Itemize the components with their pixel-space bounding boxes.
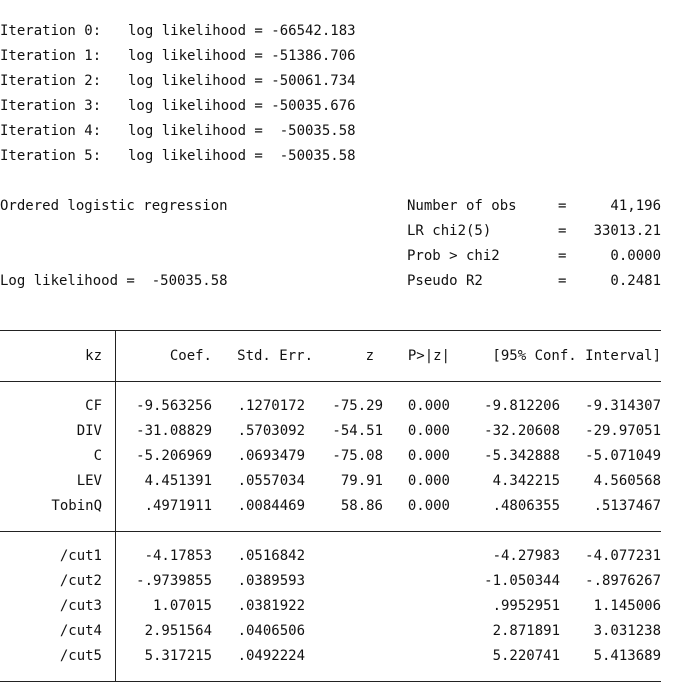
table-cut-rule: [0, 531, 661, 532]
header-z: z: [365, 348, 374, 364]
cut-ci-low: -4.27983: [492, 548, 560, 564]
row-z: -75.29: [332, 398, 383, 414]
cut-ci-high: 5.413689: [593, 648, 661, 664]
row-var: C: [93, 448, 102, 464]
cut-var: /cut2: [59, 573, 102, 589]
cut-se: .0381922: [237, 598, 305, 614]
cut-se: .0389593: [237, 573, 305, 589]
cut-ci-high: -4.077231: [585, 548, 661, 564]
row-p: 0.000: [407, 423, 450, 439]
iteration-value: log likelihood = -66542.183: [128, 23, 356, 39]
cut-ci-high: 3.031238: [593, 623, 661, 639]
iteration-label: Iteration 3:: [0, 98, 102, 114]
cut-ci-high: -.8976267: [585, 573, 661, 589]
row-ci-low: .4806355: [492, 498, 560, 514]
row-z: 58.86: [340, 498, 383, 514]
header-var: kz: [85, 348, 102, 364]
stat-label: Pseudo R2: [407, 273, 483, 289]
iteration-label: Iteration 5:: [0, 148, 102, 164]
stat-equals: =: [558, 273, 567, 289]
header-p: P>|z|: [407, 348, 450, 364]
row-se: .0084469: [237, 498, 305, 514]
table-column-rule: [115, 330, 116, 681]
stat-equals: =: [558, 198, 567, 214]
model-title: Ordered logistic regression: [0, 198, 228, 214]
table-top-rule: [0, 330, 661, 331]
iteration-value: log likelihood = -50061.734: [128, 73, 356, 89]
row-var: TobinQ: [51, 498, 102, 514]
row-se: .1270172: [237, 398, 305, 414]
row-ci-high: -5.071049: [585, 448, 661, 464]
cut-coef: -4.17853: [144, 548, 212, 564]
row-var: DIV: [76, 423, 102, 439]
row-ci-high: -29.97051: [585, 423, 661, 439]
row-z: -54.51: [332, 423, 383, 439]
cut-coef: 5.317215: [144, 648, 212, 664]
stat-label: Number of obs: [407, 198, 517, 214]
row-ci-low: -5.342888: [484, 448, 560, 464]
iteration-value: log likelihood = -50035.676: [128, 98, 356, 114]
iteration-value: log likelihood = -50035.58: [128, 148, 356, 164]
row-ci-high: -9.314307: [585, 398, 661, 414]
table-bottom-rule: [0, 681, 661, 682]
row-coef: -31.08829: [136, 423, 212, 439]
cut-se: .0516842: [237, 548, 305, 564]
cut-ci-low: 5.220741: [492, 648, 560, 664]
stat-equals: =: [558, 248, 567, 264]
cut-coef: 2.951564: [144, 623, 212, 639]
cut-ci-low: 2.871891: [492, 623, 560, 639]
cut-ci-low: .9952951: [492, 598, 560, 614]
header-ci: [95% Conf. Interval]: [492, 348, 661, 364]
row-coef: 4.451391: [144, 473, 212, 489]
stat-value: 33013.21: [593, 223, 661, 239]
row-coef: -9.563256: [136, 398, 212, 414]
iteration-label: Iteration 1:: [0, 48, 102, 64]
iteration-label: Iteration 0:: [0, 23, 102, 39]
iteration-label: Iteration 4:: [0, 123, 102, 139]
row-coef: -5.206969: [136, 448, 212, 464]
row-ci-low: -9.812206: [484, 398, 560, 414]
cut-ci-high: 1.145006: [593, 598, 661, 614]
stat-value: 0.0000: [610, 248, 661, 264]
cut-var: /cut3: [59, 598, 102, 614]
cut-ci-low: -1.050344: [484, 573, 560, 589]
row-var: CF: [85, 398, 102, 414]
row-z: 79.91: [340, 473, 383, 489]
cut-coef: -.9739855: [136, 573, 212, 589]
row-ci-low: 4.342215: [492, 473, 560, 489]
stat-label: LR chi2(5): [407, 223, 492, 239]
iteration-value: log likelihood = -50035.58: [128, 123, 356, 139]
cut-var: /cut4: [59, 623, 102, 639]
row-p: 0.000: [407, 498, 450, 514]
stat-label: Prob > chi2: [407, 248, 500, 264]
row-z: -75.08: [332, 448, 383, 464]
cut-var: /cut1: [59, 548, 102, 564]
row-p: 0.000: [407, 473, 450, 489]
cut-se: .0406506: [237, 623, 305, 639]
row-ci-high: .5137467: [593, 498, 661, 514]
row-ci-high: 4.560568: [593, 473, 661, 489]
table-header-rule: [0, 381, 661, 382]
iteration-value: log likelihood = -51386.706: [128, 48, 356, 64]
row-p: 0.000: [407, 398, 450, 414]
row-p: 0.000: [407, 448, 450, 464]
row-se: .5703092: [237, 423, 305, 439]
header-se: Std. Err.: [237, 348, 313, 364]
log-likelihood: Log likelihood = -50035.58: [0, 273, 228, 289]
header-coef: Coef.: [169, 348, 212, 364]
row-se: .0557034: [237, 473, 305, 489]
stat-value: 41,196: [610, 198, 661, 214]
row-var: LEV: [76, 473, 102, 489]
row-ci-low: -32.20608: [484, 423, 560, 439]
cut-se: .0492224: [237, 648, 305, 664]
stat-equals: =: [558, 223, 567, 239]
iteration-label: Iteration 2:: [0, 73, 102, 89]
row-coef: .4971911: [144, 498, 212, 514]
cut-coef: 1.07015: [152, 598, 212, 614]
cut-var: /cut5: [59, 648, 102, 664]
stat-value: 0.2481: [610, 273, 661, 289]
row-se: .0693479: [237, 448, 305, 464]
